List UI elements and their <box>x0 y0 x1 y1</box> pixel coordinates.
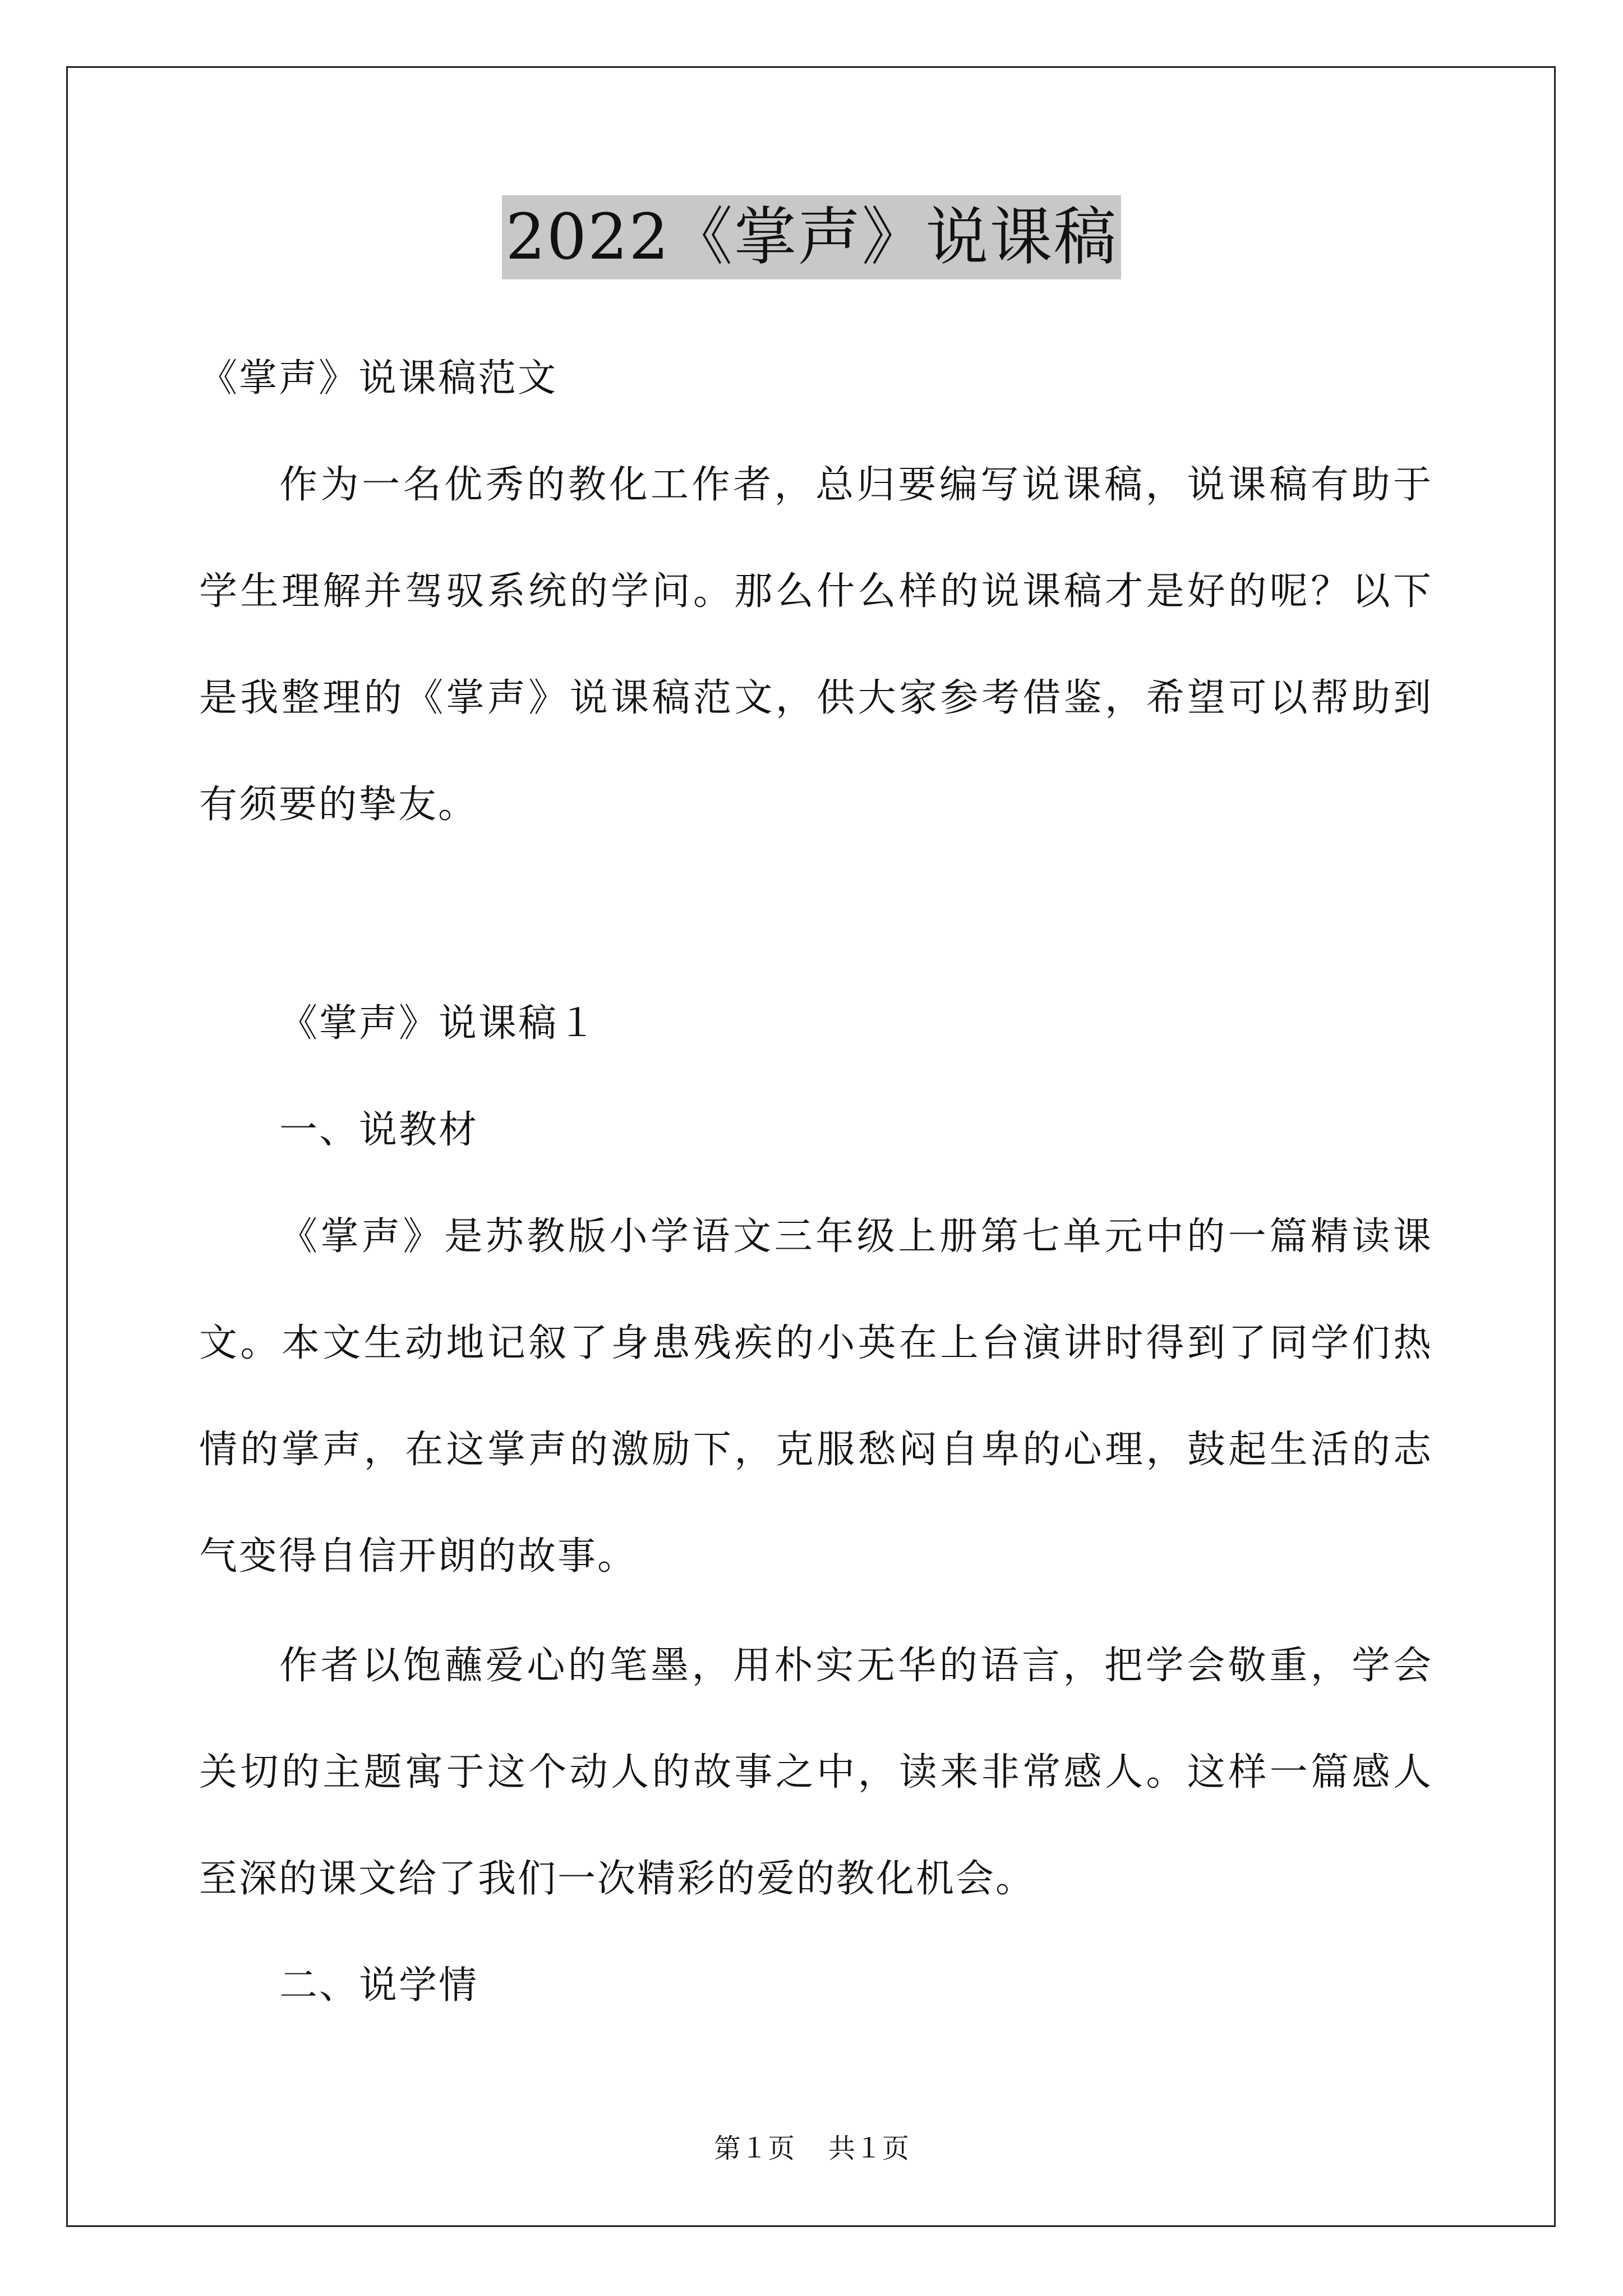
document-title: 2022《掌声》说课稿 <box>502 195 1121 279</box>
paragraph-line: 文。本文生动地记叙了身患残疾的小英在上台演讲时得到了同学们热 <box>199 1321 1433 1365</box>
paragraph-line: 气变得自信开朗的故事。 <box>199 1534 638 1579</box>
page-number: 第１页 <box>713 2133 795 2164</box>
page-footer <box>0 2132 1623 2165</box>
paragraph-line: 《掌声》是苏教版小学语文三年级上册第七单元中的一篇精读课 <box>279 1214 1433 1259</box>
paragraph-line: 有须要的挚友。 <box>199 783 478 827</box>
subtitle-line: 《掌声》说课稿范文 <box>199 356 558 401</box>
paragraph-line: 至深的课文给了我们一次精彩的爱的教化机会。 <box>199 1857 1036 1901</box>
section-heading: 《掌声》说课稿１ <box>279 1001 598 1046</box>
paragraph-line: 学生理解并驾驭系统的学问。那么什么样的说课稿才是好的呢？以下 <box>199 569 1433 614</box>
title-container <box>0 195 1623 279</box>
paragraph-line: 是我整理的《掌声》说课稿范文，供大家参考借鉴，希望可以帮助到 <box>199 676 1433 720</box>
page-total: 共１页 <box>828 2133 910 2164</box>
paragraph-line: 情的掌声，在这掌声的激励下，克服愁闷自卑的心理，鼓起生活的志 <box>199 1428 1433 1472</box>
paragraph-line: 作者以饱蘸爱心的笔墨，用朴实无华的语言，把学会敬重，学会 <box>279 1644 1433 1688</box>
paragraph-line: 作为一名优秀的教化工作者，总归要编写说课稿，说课稿有助于 <box>279 463 1433 507</box>
section-heading: 二、说学情 <box>279 1963 479 2008</box>
paragraph-line: 关切的主题寓于这个动人的故事之中，读来非常感人。这样一篇感人 <box>199 1750 1433 1795</box>
section-heading: 一、说教材 <box>279 1108 479 1152</box>
